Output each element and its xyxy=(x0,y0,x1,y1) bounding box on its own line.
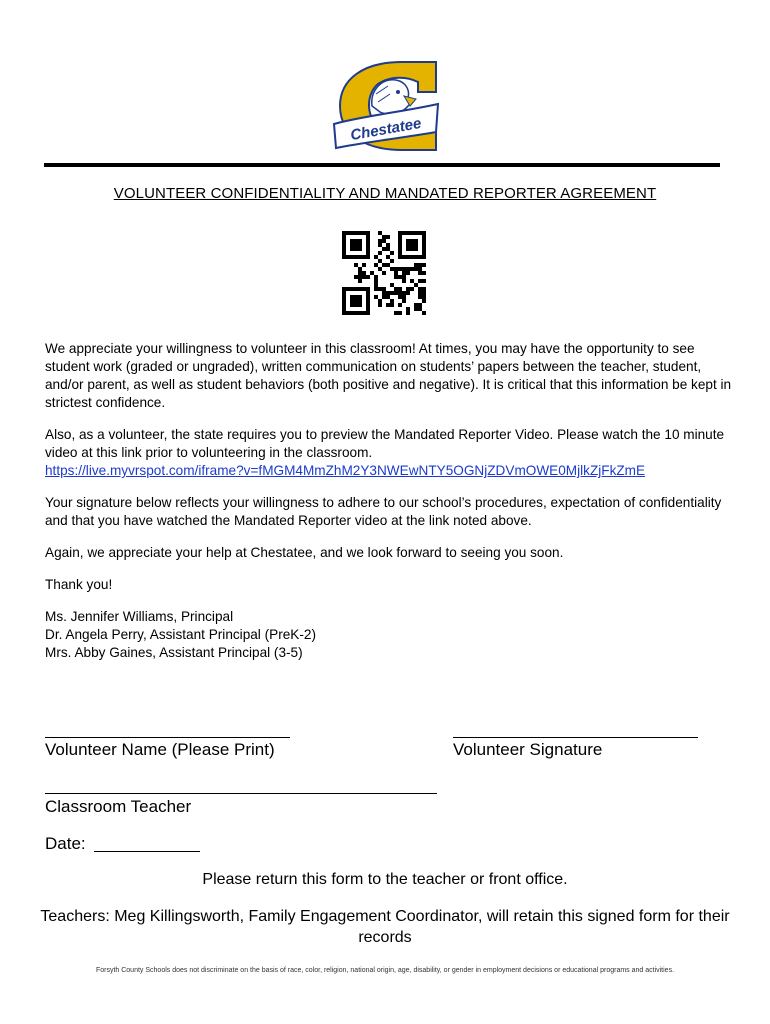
volunteer-signature-line[interactable] xyxy=(453,737,698,738)
signatory-ap-3-5: Mrs. Abby Gaines, Assistant Principal (3-5) xyxy=(45,645,303,660)
letter-body xyxy=(45,340,735,662)
signatory-ap-prek2: Dr. Angela Perry, Assistant Principal (PreK-2) xyxy=(45,627,316,642)
qr-code[interactable] xyxy=(342,231,426,315)
paragraph-thanks: Again, we appreciate your help at Chestatee, and we look forward to seeing you soon. xyxy=(45,545,564,560)
return-note: Please return this form to the teacher or front office. xyxy=(202,871,568,888)
classroom-teacher-label: Classroom Teacher xyxy=(45,797,192,816)
date-field xyxy=(45,834,200,854)
paragraph-signature: Your signature below reflects your willingness to adhere to our school’s procedures, expectation of confidentiality and that you have watched the Mandated Reporter video at the link noted above. xyxy=(45,495,722,528)
signatory-principal: Ms. Jennifer Williams, Principal xyxy=(45,609,234,624)
paragraph-intro: We appreciate your willingness to volunteer in this classroom! At times, you may have the opportunity to see student work (graded or ungraded), written communication on students’ papers between the teacher, student, and/or parent, as well as student behaviors (both positive and negative). It is critical that this information be kept in strictest confidence. xyxy=(45,341,732,410)
page-title: VOLUNTEER CONFIDENTIALITY AND MANDATED REPORTER AGREEMENT xyxy=(113,185,657,202)
date-line[interactable] xyxy=(94,851,200,852)
classroom-teacher-line[interactable] xyxy=(45,793,437,794)
signatories xyxy=(45,608,735,662)
paragraph-closing: Thank you! xyxy=(45,577,113,592)
header-rule xyxy=(44,163,720,167)
volunteer-name-line[interactable] xyxy=(45,737,290,738)
nondiscrimination-disclaimer: Forsyth County Schools does not discriminate on the basis of race, color, religion, national origin, age, disability, or gender in employment decisions or educational programs and activities. xyxy=(95,967,675,974)
svg-text:Chestatee: Chestatee xyxy=(349,114,423,145)
date-label: Date: xyxy=(45,834,86,853)
mandated-reporter-video-link[interactable]: https://live.myvrspot.com/iframe?v=fMGM4MmZhM2Y3NWEwNTY5OGNjZDVmOWE0MjlkZjFkZmE xyxy=(45,463,646,478)
paragraph-video: Also, as a volunteer, the state requires you to preview the Mandated Reporter Video. Please watch the 10 minute video at this link prior to volunteering in the classroom. https://live.myvrspot.com/iframe?v=fMGM4MmZhM2Y3NWEwNTY5OGNjZDVmOWE0MjlkZjFkZmE xyxy=(45,427,725,478)
chestatee-logo xyxy=(332,54,440,154)
volunteer-signature-label: Volunteer Signature xyxy=(453,740,603,759)
volunteer-name-label: Volunteer Name (Please Print) xyxy=(45,740,275,759)
teachers-note: Teachers: Meg Killingsworth, Family Engagement Coordinator, will retain this signed form for their records xyxy=(40,908,730,946)
